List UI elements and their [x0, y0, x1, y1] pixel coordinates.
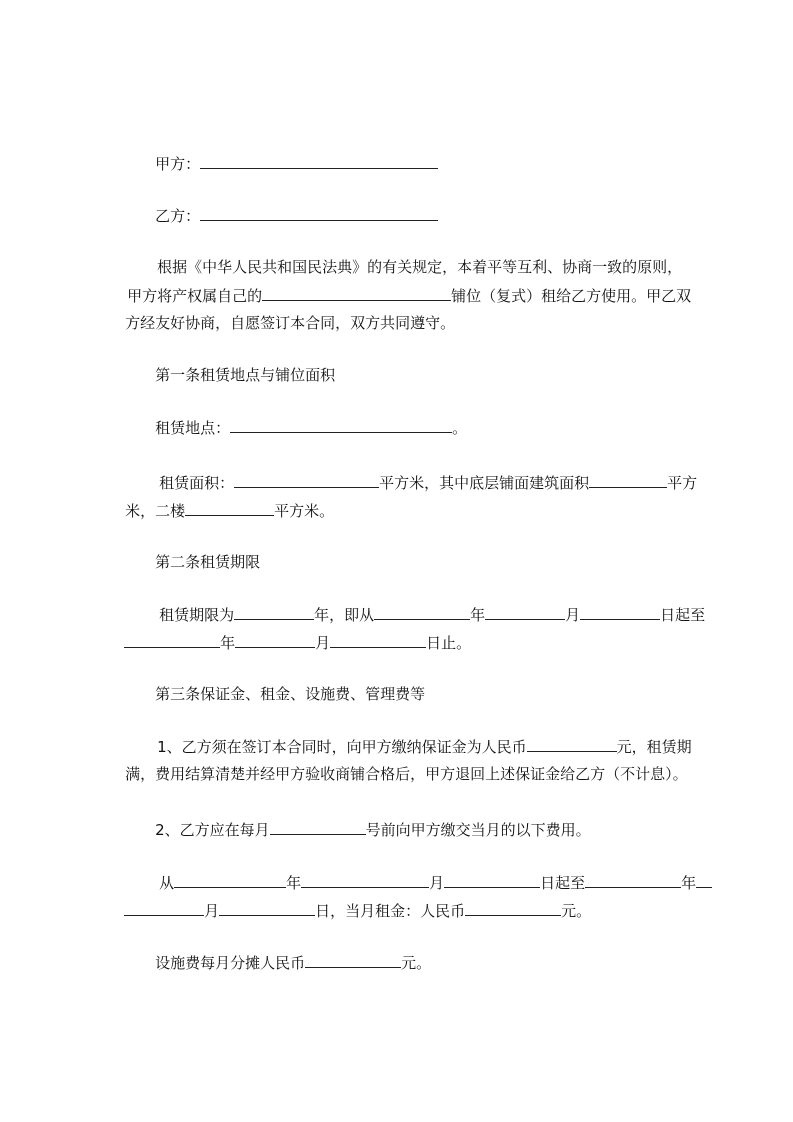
end-year-blank: [124, 632, 220, 648]
location-line: [136, 397, 468, 437]
article-1-title-text: 第一条租赁地点与铺位面积: [155, 366, 336, 384]
second-floor-label: 米，二楼: [125, 502, 186, 520]
rent-start-year-unit: 年: [286, 874, 302, 892]
rent-amount-unit: 元。: [561, 902, 592, 920]
start-month-unit: 月: [565, 606, 581, 624]
party-b-blank: [200, 205, 438, 221]
party-a-blank: [200, 153, 438, 169]
area-label: 租赁面积：: [159, 474, 235, 492]
article-2-title-text: 第二条租赁期限: [155, 553, 261, 571]
intro-line-1: [138, 237, 683, 276]
rent-end-month-blank: [124, 900, 204, 916]
end-year-unit: 年: [220, 634, 236, 652]
intro-text-1: 根据《中华人民共和国民法典》的有关规定，本着平等互利、协商一致的原则，: [157, 258, 683, 276]
start-day-blank: [580, 604, 660, 620]
article-3-title: [136, 664, 426, 703]
payment-day-text-2: 号前向甲方缴交当月的以下费用。: [365, 821, 591, 839]
rent-end-day-blank: [219, 900, 315, 916]
rent-end-month-unit: 月: [204, 902, 220, 920]
rent-line-1: [140, 852, 712, 892]
party-a-label: 甲方：: [155, 155, 201, 173]
end-month-blank: [235, 632, 315, 648]
second-floor-blank: [185, 500, 274, 516]
rent-start-day-unit: 日起至: [540, 874, 586, 892]
area-line-1: [140, 452, 698, 492]
ground-area-blank: [589, 472, 667, 488]
area-end-text: 平方: [667, 474, 698, 492]
location-end: 。: [452, 419, 468, 437]
rent-end-year-unit: 年: [681, 874, 697, 892]
location-blank: [230, 417, 452, 433]
term-label: 租赁期限为: [159, 606, 235, 624]
party-b-line: [136, 185, 438, 225]
facility-fee-unit: 元。: [401, 954, 432, 972]
start-month-blank: [485, 604, 565, 620]
term-line-2: [105, 612, 472, 652]
party-a-line: [136, 133, 438, 173]
intro-text-3: 方经友好协商，自愿签订本合同，双方共同遵守。: [125, 314, 456, 332]
rent-start-month-unit: 月: [429, 874, 445, 892]
start-day-unit: 日起至: [660, 606, 706, 624]
term-from-text: 年，即从: [314, 606, 375, 624]
deposit-line-1: [138, 716, 692, 756]
payment-day-text: 2、乙方应在每月: [155, 821, 270, 839]
area-line-2: [106, 480, 335, 520]
rent-amount-text: 日，当月租金：人民币: [315, 902, 466, 920]
rent-end-month-blank-start: [696, 872, 712, 888]
payment-day-line: [136, 799, 591, 839]
article-1-title: [136, 345, 336, 384]
article-2-title: [136, 532, 261, 571]
rent-from-text: 从: [159, 874, 175, 892]
end-month-unit: 月: [315, 634, 331, 652]
term-line-1: [140, 584, 706, 624]
facility-fee-text: 设施费每月分摊人民币: [155, 954, 306, 972]
location-label: 租赁地点：: [155, 419, 231, 437]
deposit-text: 1、乙方须在签订本合同时，向甲方缴纳保证金为人民币: [157, 738, 527, 756]
facility-fee-blank: [305, 952, 401, 968]
deposit-line-2: [106, 744, 688, 783]
end-day-unit: 日止。: [426, 634, 472, 652]
deposit-unit-text: 元，租赁期: [616, 738, 692, 756]
end-day-blank: [330, 632, 426, 648]
article-3-title-text: 第三条保证金、租金、设施费、管理费等: [155, 685, 426, 703]
intro-line-3: [106, 293, 456, 332]
intro-line-2: [108, 265, 692, 305]
second-floor-unit: 平方米。: [274, 502, 335, 520]
rent-amount-blank: [465, 900, 561, 916]
rent-line-2: [105, 880, 592, 920]
rent-end-year-blank: [585, 872, 681, 888]
facility-fee-line: [136, 932, 432, 972]
deposit-text-2: 满，费用结算清楚并经甲方验收商铺合格后，甲方退回上述保证金给乙方（不计息）。: [125, 765, 688, 783]
area-mid-text: 平方米，其中底层铺面建筑面积: [379, 474, 590, 492]
intro-text-2a: 甲方将产权属自己的: [127, 287, 263, 305]
intro-text-2b: 铺位（复式）租给乙方使用。甲乙双: [451, 287, 692, 305]
start-year-unit: 年: [470, 606, 486, 624]
party-b-label: 乙方：: [155, 207, 201, 225]
payment-day-blank: [270, 819, 366, 835]
